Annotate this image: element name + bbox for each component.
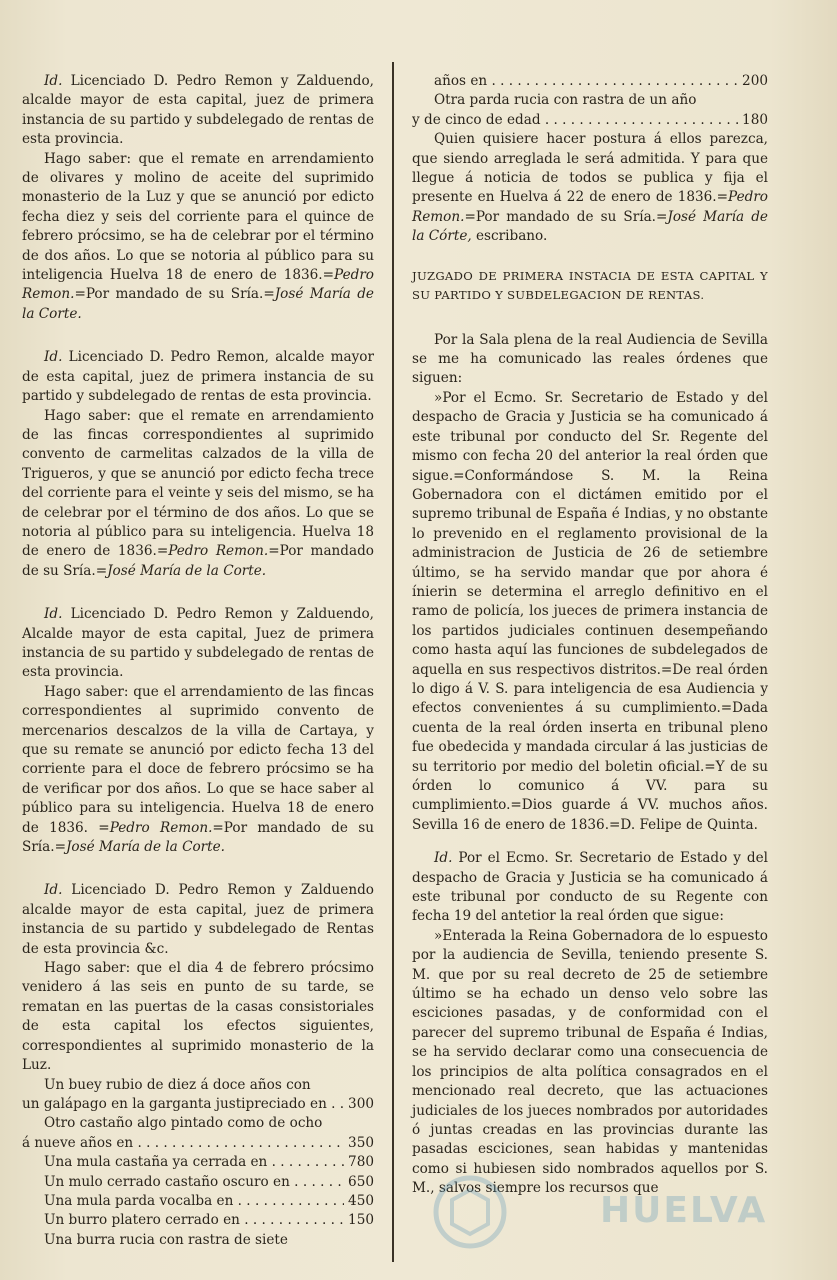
- auction-item-desc: Otro castaño algo pintado como de ocho: [44, 1115, 323, 1132]
- auction-item-amount: 350: [348, 1134, 374, 1151]
- auction-item: [22, 1173, 374, 1192]
- notice-opening: Id.: [44, 73, 63, 89]
- auction-item: [412, 72, 768, 91]
- notice-body: Hago saber: que el remate en arrendamiento de olivares y molino de aceite del suprimido monasterio de la Luz y que se anunció por edicto fecha diez y seis del corriente para el quince de febrero prócsimo, se ha de celebrar por el término de dos años. Lo que se notoria al público para su inteligencia Huelva 18 de enero de 1836.=Pedro Remon.=Por mandado de su Sría.=José María de la Corte.: [22, 150, 374, 322]
- auction-item-amount: 300: [348, 1095, 374, 1112]
- auction-item-desc: Otra parda rucia con rastra de un año: [434, 92, 697, 109]
- right-column: [412, 72, 768, 1199]
- paragraph-opening: Id.: [434, 850, 453, 867]
- auction-item-label: y de cinco de edad . . .: [412, 111, 738, 130]
- signature-clerk: José María de la Corte.: [65, 839, 226, 856]
- notice-heading: Id. Licenciado D. Pedro Remon, alcalde mayor de esta capital, juez de primera instancia de su partido y subdelegado de rentas de esta provincia.: [22, 349, 374, 405]
- auction-item-desc: Un buey rubio de diez á doce años con: [44, 1076, 311, 1093]
- notice-luz-auction: [22, 881, 374, 1250]
- auction-item-label: años en . . .: [412, 72, 738, 91]
- auction-item-amount: 150: [348, 1212, 374, 1229]
- left-column: [22, 72, 374, 1260]
- paragraph-id: Id. Por el Ecmo. Sr. Secretario de Estado y del despacho de Gracia y Justicia se ha comunicado á este tribunal por conducto de su Regente con fecha 19 del antetior la real órden que sigue:: [412, 850, 768, 925]
- signature-judge: Pedro Remon.: [22, 267, 374, 303]
- notice-opening: Id.: [44, 606, 63, 623]
- auction-item-label: un galápago en la garganta justipreciado en . . .: [22, 1095, 344, 1114]
- section-heading: JUZGADO DE PRIMERA INSTACIA DE ESTA CAPITAL Y SU PARTIDO Y SUBDELEGACION DE RENTAS.: [412, 268, 768, 302]
- signature-clerk: José María de la Córte,: [412, 208, 768, 245]
- auction-item-amount: 200: [742, 73, 768, 89]
- signature-clerk: José María de la Corte.: [22, 286, 374, 322]
- notice-heading: Id. Licenciado D. Pedro Remon y Zalduendo alcalde mayor de esta capital, juez de primera instancia de su partido y subdelegado de Rentas de esta provincia &c.: [22, 882, 374, 957]
- auction-last-line: Una burra rucia con rastra de siete: [44, 1231, 288, 1248]
- notice-heading: Id. Licenciado D. Pedro Remon y Zalduendo, alcalde mayor de esta capital, juez de primera instancia de su partido y subdelegado de rentas de esta provincia.: [22, 73, 374, 148]
- auction-item-label: Un mulo cerrado castaño oscuro en . . .: [22, 1173, 344, 1192]
- auction-item: [22, 1192, 374, 1211]
- notice-heading: Id. Licenciado D. Pedro Remon y Zalduendo, Alcalde mayor de esta capital, Juez de primera instancia de su partido y subdelegado de rentas de esta provincia.: [22, 606, 374, 681]
- auction-item-amount: 180: [742, 111, 768, 128]
- auction-item: [22, 1211, 374, 1230]
- auction-item-amount: 450: [348, 1192, 374, 1209]
- notice-cartaya: [22, 605, 374, 857]
- closing-paragraph: Quien quisiere hacer postura á ellos parezca, que siendo arreglada le será admitida. Y para que llegue á noticia de todos se publica y fija el presente en Huelva á 22 de enero de 1836.=Pedro Remon.=Por mandado de su Sría.=José María de la Córte, escribano.: [412, 131, 768, 245]
- watermark-emblem-icon: [430, 1172, 510, 1252]
- auction-item-label: Un burro platero cerrado en . . .: [22, 1211, 344, 1230]
- signature-judge: Pedro Remon.: [109, 819, 213, 836]
- auction-item: [22, 1134, 374, 1153]
- notice-body: Hago saber: que el arrendamiento de las fincas correspondientes al suprimido convento de mercenarios descalzos de la villa de Cartaya, y que su remate se anunció por edicto fecha 13 del corriente para el doce de febrero prócsimo se ha de verificar por dos años. Lo que se hace saber al público para su inteligencia. Huelva 18 de enero de 1836. =Pedro Remon.=Por mandado de su Sría.=José María de la Corte.: [22, 683, 374, 856]
- auction-item-amount: 650: [348, 1173, 374, 1190]
- notice-trigueros: [22, 348, 374, 581]
- auction-item: [22, 1095, 374, 1114]
- signature-judge: Pedro Remon.: [168, 543, 269, 560]
- signature-judge: Pedro Remon.: [412, 189, 768, 225]
- signature-clerk: José María de la Corte.: [107, 562, 267, 579]
- auction-item: [22, 1153, 374, 1172]
- paragraph-real-orden-2: »Enterada la Reina Gobernadora de lo espuesto por la audiencia de Sevilla, teniendo presente S. M. que por su real decreto de 25 de setiembre último se ha echado un denso velo sobre las esciciones pasadas, y de conformidad con el parecer del supremo tribunal de España é Indias, se ha servido declarar como una consecuencia de los principios de alta política consagrados en el mencionado real decreto, que las actuaciones judiciales de los jueces nombrados por autoridades ó juntas creadas en las provincias durante las pasadas esciciones, sean habidas y mantenidas como si hubiesen sido nombrados aquellos por S. M., salvos siempre los recursos que: [412, 927, 768, 1197]
- auction-item-label: Una mula castaña ya cerrada en . . .: [22, 1153, 344, 1172]
- watermark: [430, 1172, 790, 1252]
- paragraph-real-orden-1: »Por el Ecmo. Sr. Secretario de Estado y del despacho de Gracia y Justicia se ha comunicado á este tribunal por conducto del Sr. Regente del mismo con fecha 20 del anterior la real órden que sigue.=Conformándose S. M. la Reina Gobernadora con el dictámen emitido por el supremo tribunal de España é Indias, y no obstante lo prevenido en el reglamento provisional de la administracion de Justicia de 26 de setiembre último, se ha servido mandar que por ahora é ínierin se determina el arreglo definitivo en el ramo de policía, los jueces de primera instancia de los partidos judiciales continuen desempeñando como hasta aquí las funciones de subdelegados de aquella en sus respectivos distritos.=De real órden lo digo á V. S. para inteligencia de esa Audiencia y efectos convenientes á su cumplimiento.=Dada cuenta de la real órden inserta en tribunal pleno fue obedecida y mandada circular á las justicias de su territorio por medio del boletin oficial.=Y de su órden lo comunico á VV. para su cumplimiento.=Dios guarde á VV. muchos años. Sevilla 16 de enero de 1836.=D. Felipe de Quinta.: [412, 389, 768, 833]
- auction-item: [412, 111, 768, 130]
- notice-body: Hago saber: que el dia 4 de febrero prócsimo venidero á las seis en punto de su tarde, se rematan en las puertas de la casas consistoriales de esta capital los efectos siguientes, correspondientes al suprimido monasterio de la Luz.: [22, 960, 374, 1074]
- notice-body: Hago saber: que el remate en arrendamiento de las fincas correspondientes al suprimido convento de carmelitas calzados de la villa de Trigueros, y que se anunció por edicto fecha trece del corriente para el veinte y seis del mismo, se ha de celebrar por el término de dos años. Lo que se notoria al público para su inteligencia. Huelva 18 de enero de 1836.=Pedro Remon.=Por mandado de su Sría.=José María de la Corte.: [22, 407, 374, 579]
- auction-item-label: Una mula parda vocalba en . . .: [22, 1192, 344, 1211]
- auction-list-continued: [412, 72, 768, 130]
- auction-item-label: á nueve años en . . .: [22, 1134, 344, 1153]
- paragraph-sala: Por la Sala plena de la real Audiencia de Sevilla se me ha comunicado las reales órdenes que siguen:: [412, 331, 768, 387]
- watermark-text: HUELVA: [600, 1190, 768, 1231]
- notice-opening: Id.: [44, 349, 63, 366]
- notice-olivares: [22, 72, 374, 324]
- notice-opening: Id.: [44, 882, 63, 899]
- column-divider: [392, 62, 394, 1262]
- auction-list: [22, 1076, 374, 1231]
- auction-item-amount: 780: [348, 1154, 374, 1171]
